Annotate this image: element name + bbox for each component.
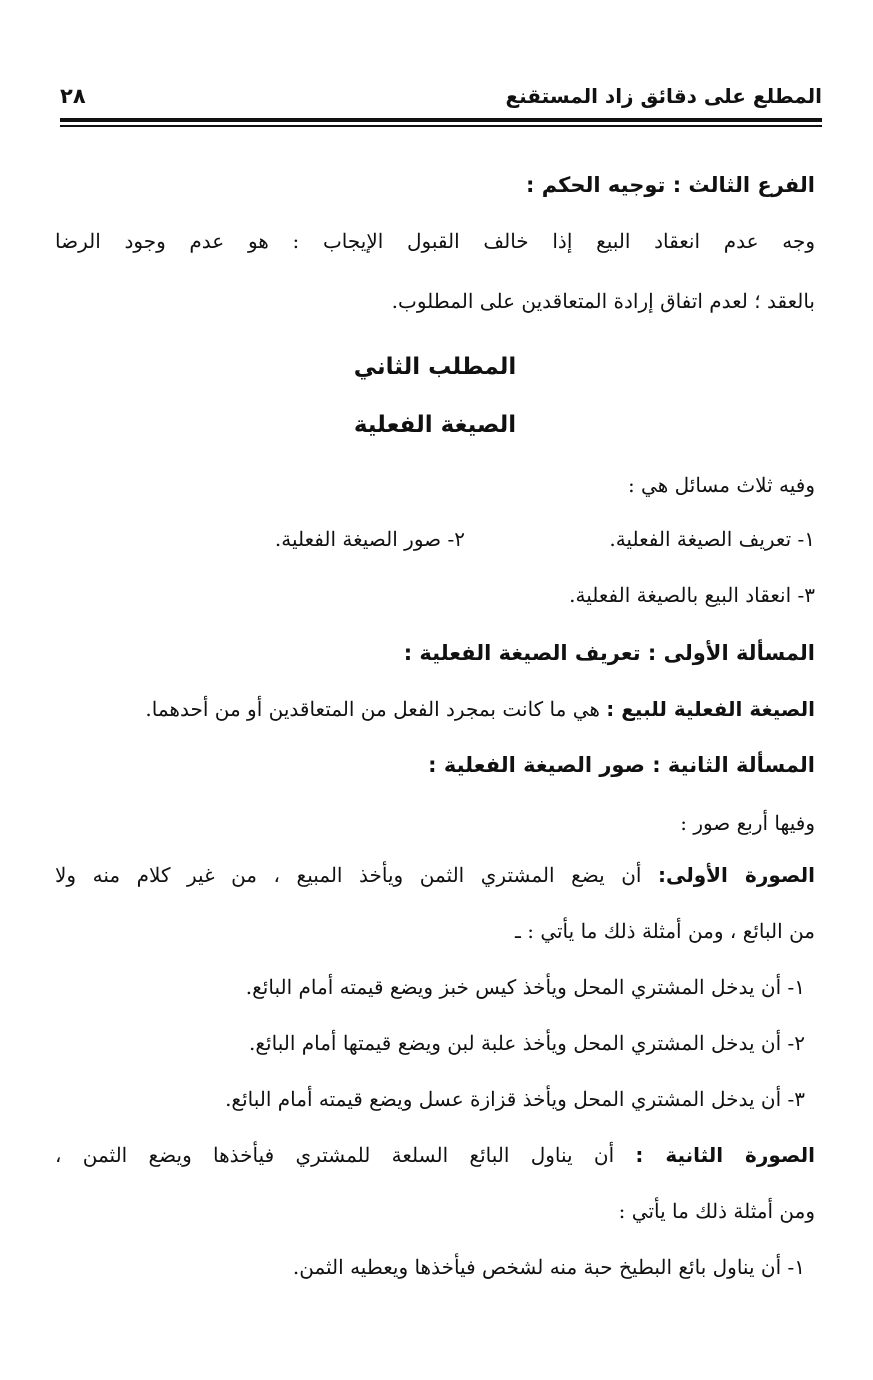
definition-text: هي ما كانت بمجرد الفعل من المتعاقدين أو من أحدهما. (145, 697, 607, 721)
book-title: المطلع على دقائق زاد المستقنع (505, 84, 822, 108)
running-header (60, 78, 822, 118)
form2-text: أن يناول البائع السلعة للمشتري فيأخذها ويضع الثمن ، (55, 1143, 636, 1167)
form1-line-1 (55, 860, 815, 890)
issue-item-1: ١- تعريف الصيغة الفعلية. (609, 527, 815, 551)
issues-intro: وفيه ثلاث مسائل هي : (627, 473, 815, 497)
issue1-definition (145, 694, 815, 724)
page-number: ٢٨ (60, 84, 86, 108)
section-title: المطلب الثاني (353, 354, 517, 380)
form1-lead: الصورة الأولى: (657, 863, 815, 887)
form2-lead: الصورة الثانية : (635, 1143, 815, 1167)
form1-example-3: ٣- أن يدخل المشتري المحل ويأخذ قزازة عسل ويضع قيمته أمام البائع. (225, 1087, 805, 1111)
header-rule-thin (60, 125, 822, 127)
form1-line-2: من البائع ، ومن أمثلة ذلك ما يأتي : ـ (515, 919, 815, 943)
form2-line-1 (55, 1140, 815, 1170)
form1-example-1: ١- أن يدخل المشتري المحل ويأخذ كيس خبز ويضع قيمته أمام البائع. (245, 975, 805, 999)
form2-line-2: ومن أمثلة ذلك ما يأتي : (618, 1199, 815, 1223)
definition-lead: الصيغة الفعلية للبيع : (606, 697, 815, 721)
form2-example-1: ١- أن يناول بائع البطيخ حبة منه لشخص فيأخذها ويعطيه الثمن. (292, 1255, 805, 1279)
form1-text: أن يضع المشتري الثمن ويأخذ المبيع ، من غير كلام منه ولا (55, 863, 658, 887)
branch3-heading: الفرع الثالث : توجيه الحكم : (525, 173, 815, 197)
section-subtitle: الصيغة الفعلية (353, 412, 517, 438)
issue1-heading: المسألة الأولى : تعريف الصيغة الفعلية : (403, 641, 815, 665)
issue2-intro: وفيها أربع صور : (680, 811, 815, 835)
issue-item-3: ٣- انعقاد البيع بالصيغة الفعلية. (569, 583, 815, 607)
header-rule-thick (60, 118, 822, 122)
issue-item-2: ٢- صور الصيغة الفعلية. (274, 527, 465, 551)
form1-example-2: ٢- أن يدخل المشتري المحل ويأخذ علبة لبن ويضع قيمتها أمام البائع. (249, 1031, 805, 1055)
branch3-paragraph-line-2: بالعقد ؛ لعدم اتفاق إرادة المتعاقدين على المطلوب. (391, 289, 815, 313)
issue2-heading: المسألة الثانية : صور الصيغة الفعلية : (428, 753, 815, 777)
branch3-paragraph-line-1: وجه عدم انعقاد البيع إذا خالف القبول الإيجاب : هو عدم وجود الرضا (55, 229, 815, 253)
